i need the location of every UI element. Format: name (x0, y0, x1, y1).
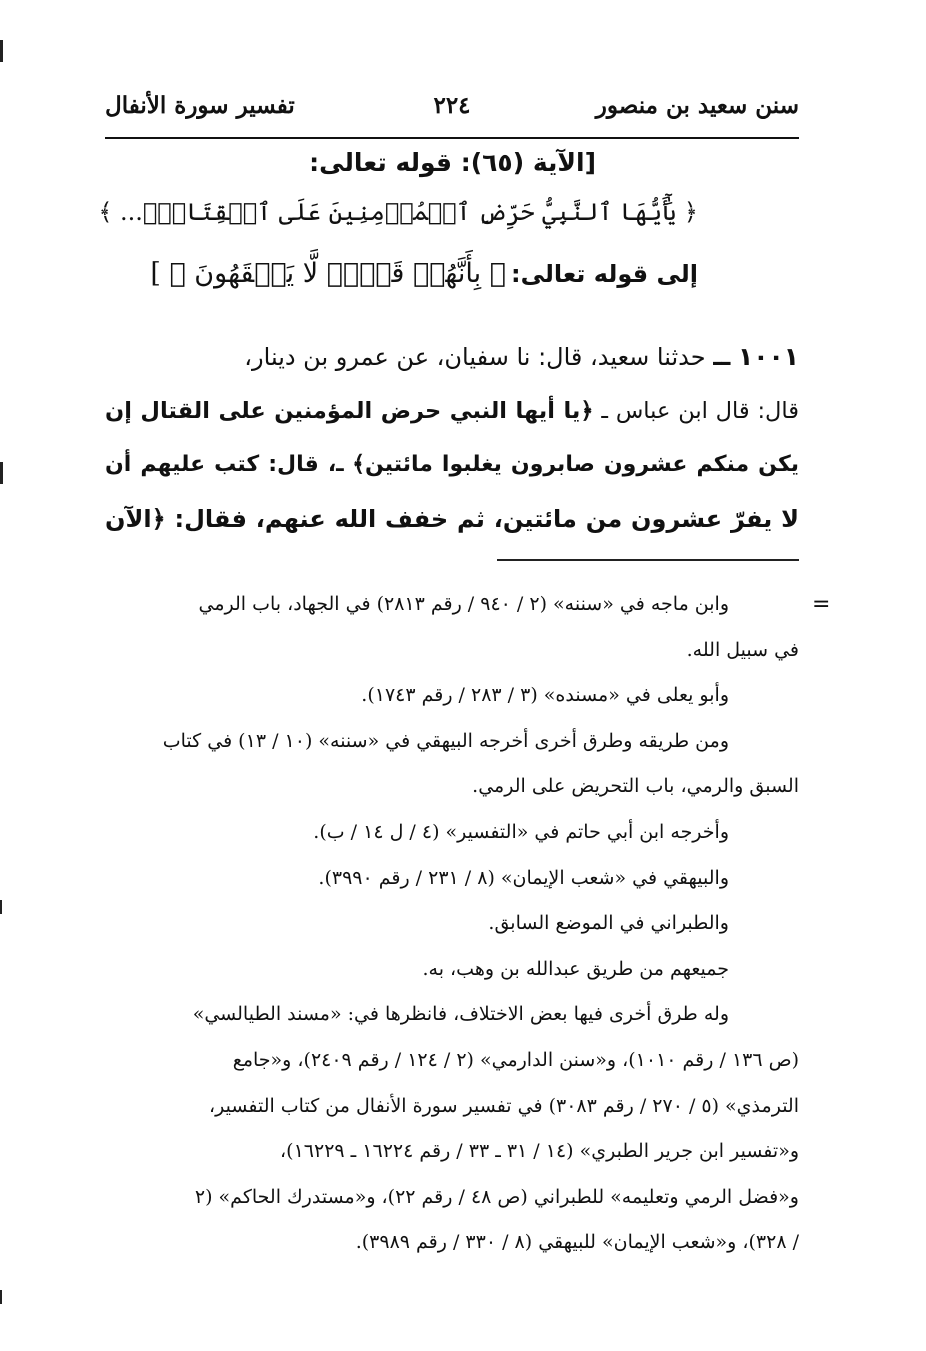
until-label: إلى قوله تعالى: (510, 260, 698, 288)
header-rule (105, 137, 799, 139)
hadith-text (105, 330, 799, 546)
page-number: ٢٢٤ (433, 92, 471, 119)
footnote-line: والبيهقي في «شعب الإيمان» (٨ / ٢٣١ / رقم ٣٩٩٠). (318, 866, 729, 889)
hadith-quote-part-2: يكن منكم عشرون صابرون يغلبوا مائتين﴾ (352, 452, 799, 477)
ayah-heading: [الآية (٦٥): قوله تعالى: (309, 148, 596, 177)
hadith-narrator: قال: قال ابن عباس ـ (601, 398, 800, 424)
quran-verse-end: ﴿ بِأَنَّهُمۡ قَوۡمٞ لَّا يَفۡقَهُونَ ﴾ ] (150, 258, 506, 289)
page-edge-mark-lower (0, 900, 2, 914)
page-edge-mark-middle (0, 462, 3, 484)
footnote-line: ومن طريقه وطرق أخرى أخرجه البيهقي في «سننه» (١٠ / ١٣) في كتاب (162, 729, 729, 752)
hadith-line-1 (105, 330, 799, 384)
page-edge-mark-top (0, 40, 3, 62)
footnote-line: في سبيل الله. (686, 638, 799, 661)
footnote-line: السبق والرمي، باب التحريض على الرمي. (472, 775, 799, 798)
hadith-line-4: لا يفرّ عشرون من مائتين، ثم خفف الله عنهم، فقال: ﴿الآن (105, 505, 799, 533)
verse-end-line (150, 258, 698, 289)
hadith-number: ١٠٠١ (737, 342, 799, 371)
book-title: سنن سعيد بن منصور (595, 92, 799, 119)
footnote-line: وله طرق أخرى فيها بعض الاختلاف، فانظرها في: «مسند الطيالسي» (192, 1003, 729, 1026)
hadith-dash: ــ (713, 342, 731, 371)
footnote-line: (ص ١٣٦ / رقم ١٠١٠)، و«سنن الدارمي» (٢ / ١٢٤ / رقم ٢٤٠٩)، و«جامع (232, 1048, 799, 1071)
footnote-line: جميعهم من طريق عبدالله بن وهب، به. (422, 957, 729, 980)
hadith-isnad: حدثنا سعيد، قال: نا سفيان، عن عمرو بن دينار، (244, 343, 706, 371)
quran-verse-start: ﴿ يَٰٓأَيُّهَا ٱلنَّبِيُّ حَرِّضِ ٱلۡمُؤۡمِنِينَ عَلَى ٱلۡقِتَالِۚ... ﴾ (98, 198, 698, 226)
footnote-line: و«فضل الرمي وتعليمه» للطبراني (ص ٤٨ / رقم ٢٢)، و«مستدرك الحاكم» (٢ (194, 1185, 799, 1208)
hadith-quote-part-1: ﴿يا أيها النبي حرض المؤمنين على القتال إن (105, 398, 594, 424)
footnote-continuation-mark: = (812, 592, 831, 617)
footnote-line: الترمذي» (٥ / ٢٧٠ / رقم ٣٠٨٣) في تفسير سورة الأنفال من كتاب التفسير، (209, 1094, 799, 1117)
footnote-line: و«تفسير ابن جرير الطبري» (١٤ / ٣١ ـ ٣٣ / رقم ١٦٢٢٤ ـ ١٦٢٢٩)، (280, 1140, 799, 1163)
footnote-line: وأخرجه ابن أبي حاتم في «التفسير» (٤ / ل ١٤ / ب). (313, 820, 729, 843)
footnote-separator (497, 559, 799, 561)
footnote-line: / ٣٢٨)، و«شعب الإيمان» للبيهقي (٨ / ٣٣٠ / رقم ٣٩٨٩). (355, 1231, 799, 1254)
footnote-line: وابن ماجه في «سننه» (٢ / ٩٤٠ / رقم ٢٨١٣) في الجهاد، باب الرمي (198, 593, 729, 615)
hadith-line-2 (105, 384, 799, 438)
hadith-continuation: ـ، قال: كتب عليهم أن (105, 452, 344, 477)
footnote-line: وأبو يعلى في «مسنده» (٣ / ٢٨٣ / رقم ١٧٤٣). (361, 684, 729, 707)
footnote-line: والطبراني في الموضع السابق. (488, 912, 729, 935)
running-header (105, 92, 799, 128)
hadith-line-3 (105, 438, 799, 492)
footnotes (105, 582, 799, 1266)
page-edge-mark-bottom (0, 1290, 2, 1304)
section-title: تفسير سورة الأنفال (105, 92, 295, 119)
